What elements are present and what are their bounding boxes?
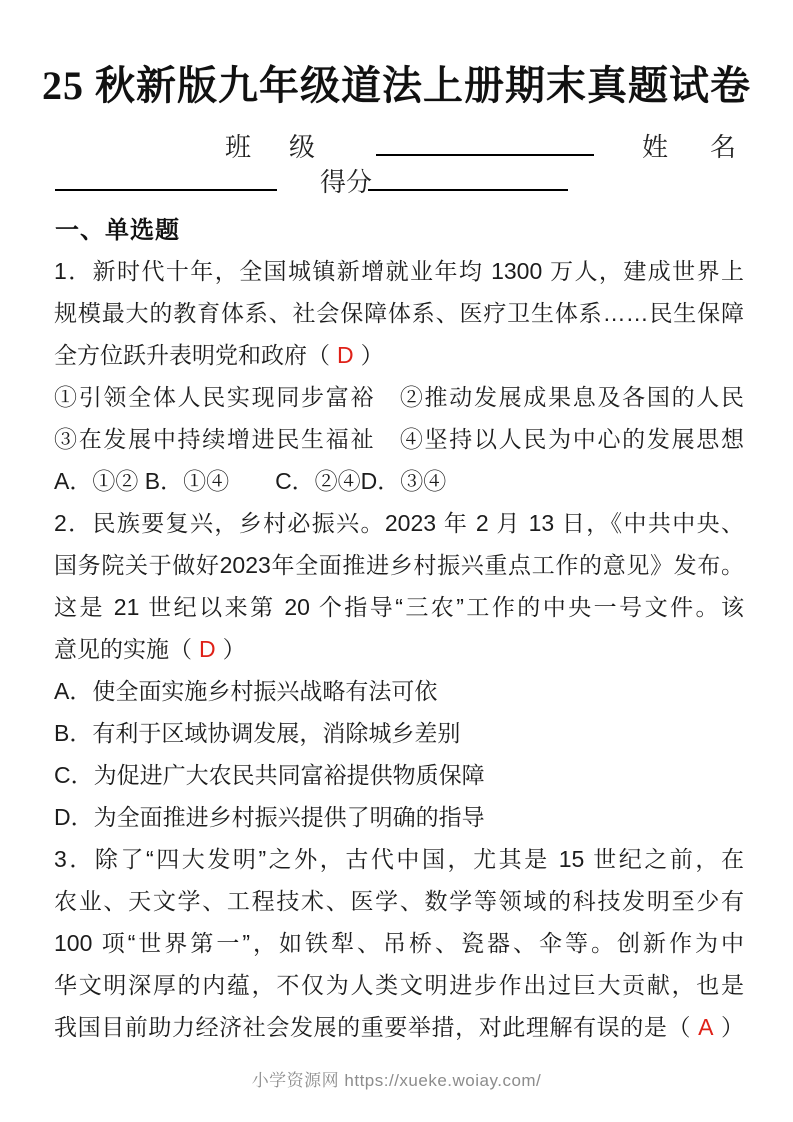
question-line: 规模最大的教育体系、社会保障体系、医疗卫生体系……民生保障 bbox=[54, 300, 744, 326]
option-line: A．使全面实施乡村振兴战略有法可依 bbox=[54, 678, 438, 704]
name-label: 姓 名 bbox=[642, 133, 745, 162]
question-line-with-answer bbox=[54, 1006, 744, 1048]
stem-text: ） bbox=[360, 342, 384, 368]
class-label: 班 级 bbox=[225, 133, 322, 162]
score-blank-line bbox=[368, 160, 568, 191]
section-heading: 一、单选题 bbox=[55, 217, 180, 244]
question-line: 这是 21 世纪以来第 20 个指导“三农”工作的中央一号文件。该 bbox=[54, 594, 744, 620]
option-line: B．有利于区域协调发展，消除城乡差别 bbox=[54, 720, 461, 746]
stem-text: ） bbox=[720, 1014, 744, 1040]
question-line: 2．民族要复兴，乡村必振兴。2023 年 2 月 13 日，《中共中央、 bbox=[54, 510, 744, 536]
score-label: 得分 bbox=[320, 168, 373, 197]
page-title: 25 秋新版九年级道法上册期末真题试卷 bbox=[42, 63, 751, 108]
question-line: 1．新时代十年，全国城镇新增就业年均 1300 万人，建成世界上 bbox=[54, 258, 744, 284]
stem-text: 我国目前助力经济社会发展的重要举措，对此理解有误的是（ bbox=[54, 1014, 692, 1040]
question-line: 3．除了“四大发明”之外，古代中国，尤其是 15 世纪之前，在 bbox=[54, 846, 744, 872]
stem-text: 全方位跃升表明党和政府（ bbox=[54, 342, 330, 368]
answer-letter: D bbox=[199, 636, 216, 662]
watermark-footer: 小学资源网 https://xueke.woiay.com/ bbox=[251, 1071, 542, 1090]
name-blank-line bbox=[55, 160, 277, 191]
questions-body bbox=[54, 250, 744, 1048]
question-line: 100 项“世界第一”，如铁犁、吊桥、瓷器、伞等。创新作为中 bbox=[54, 930, 744, 956]
question-line: 华文明深厚的内蕴，不仅为人类文明进步作出过巨大贡献，也是 bbox=[54, 972, 744, 998]
stem-text: 意见的实施（ bbox=[54, 636, 192, 662]
option-line: C．为促进广大农民共同富裕提供物质保障 bbox=[54, 762, 485, 788]
stem-text: ） bbox=[222, 636, 246, 662]
options-line: A．①② B．①④ C．②④D．③④ bbox=[54, 468, 447, 494]
question-2 bbox=[54, 502, 744, 838]
question-3 bbox=[54, 838, 744, 1048]
question-line: ③在发展中持续增进民生福祉 ④坚持以人民为中心的发展思想 bbox=[54, 426, 744, 452]
question-line: 国务院关于做好2023年全面推进乡村振兴重点工作的意见》发布。 bbox=[54, 552, 744, 578]
answer-letter: A bbox=[698, 1014, 714, 1040]
question-1 bbox=[54, 250, 744, 502]
question-line-with-answer bbox=[54, 334, 744, 376]
answer-letter: D bbox=[337, 342, 354, 368]
question-line-with-answer bbox=[54, 628, 744, 670]
class-blank-line bbox=[376, 125, 594, 156]
option-line: D．为全面推进乡村振兴提供了明确的指导 bbox=[54, 804, 485, 830]
question-line: ①引领全体人民实现同步富裕 ②推动发展成果息及各国的人民 bbox=[54, 384, 744, 410]
question-line: 农业、天文学、工程技术、医学、数学等领域的科技发明至少有 bbox=[54, 888, 744, 914]
